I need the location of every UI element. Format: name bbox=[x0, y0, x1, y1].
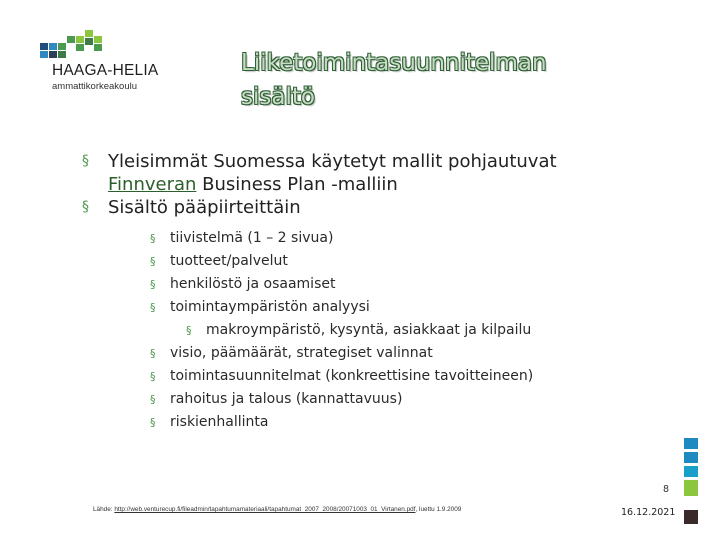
sub-bullet-marker: § bbox=[150, 232, 156, 245]
sub-item-text: tuotteet/palvelut bbox=[170, 253, 288, 269]
sub-item-text: henkilöstö ja osaamiset bbox=[170, 276, 336, 292]
nested-bullet-marker: § bbox=[186, 324, 192, 337]
sub-item-text: toimintasuunnitelmat (konkreettisine tavoitteineen) bbox=[170, 368, 534, 384]
strip-block bbox=[684, 480, 698, 496]
bullet-models-text: Yleisimmät Suomessa käytetyt mallit pohjautuvat bbox=[108, 151, 557, 172]
bullet-contents-text: Sisältö pääpiirteittäin bbox=[108, 197, 301, 218]
sub-bullet-marker: § bbox=[150, 278, 156, 291]
sub-item bbox=[80, 365, 660, 388]
slide-title-line2: sisältö bbox=[241, 84, 315, 110]
sub-bullet-marker: § bbox=[150, 255, 156, 268]
sub-item-text: tiivistelmä (1 – 2 sivua) bbox=[170, 230, 334, 246]
sub-item-text: riskienhallinta bbox=[170, 414, 269, 430]
sub-bullet-marker: § bbox=[150, 301, 156, 314]
logo-mark-icon bbox=[36, 30, 106, 66]
sub-item bbox=[80, 411, 660, 434]
sub-item bbox=[80, 250, 660, 273]
bullet-models bbox=[80, 150, 660, 196]
slide-content bbox=[80, 150, 660, 434]
bullet-marker: § bbox=[82, 153, 89, 169]
nested-item-text: makroympäristö, kysyntä, asiakkaat ja kilpailu bbox=[206, 322, 532, 338]
sub-item-text: visio, päämäärät, strategiset valinnat bbox=[170, 345, 433, 361]
sub-bullet-marker: § bbox=[150, 393, 156, 406]
slide-date: 16.12.2021 bbox=[621, 507, 676, 518]
sub-item bbox=[80, 296, 660, 319]
sub-item bbox=[80, 342, 660, 365]
bullet-models-text-after: Business Plan -malliin bbox=[196, 174, 398, 195]
finnvera-link[interactable]: Finnveran bbox=[108, 174, 197, 195]
strip-block bbox=[684, 452, 698, 463]
strip-block bbox=[684, 510, 698, 524]
strip-block bbox=[684, 466, 698, 477]
slide-title bbox=[241, 46, 661, 114]
sub-bullet-marker: § bbox=[150, 347, 156, 360]
strip-block bbox=[684, 438, 698, 449]
logo-wordmark: HAAGA-HELIA bbox=[52, 62, 159, 79]
sub-item bbox=[80, 273, 660, 296]
sub-item-text: toimintaympäristön analyysi bbox=[170, 299, 370, 315]
strip-block bbox=[684, 499, 698, 507]
source-link[interactable]: http://web.venturecup.fi/fileadmin/tapahtumamateriaali/tapahtumat_2007_2008/20071003_01_Virtanen.pdf bbox=[114, 506, 416, 513]
sub-bullet-marker: § bbox=[150, 370, 156, 383]
sub-item bbox=[80, 227, 660, 250]
bullet-contents bbox=[80, 196, 660, 219]
slide-title-line1: Liiketoimintasuunnitelman bbox=[241, 50, 547, 76]
content-sub-list bbox=[80, 227, 660, 434]
source-suffix: , luettu 1.9.2009 bbox=[415, 506, 462, 513]
sub-item-text: rahoitus ja talous (kannattavuus) bbox=[170, 391, 403, 407]
nested-item bbox=[80, 319, 660, 342]
color-strip bbox=[684, 438, 698, 527]
sub-bullet-marker: § bbox=[150, 416, 156, 429]
bullet-marker: § bbox=[82, 199, 89, 215]
source-footer bbox=[93, 506, 653, 513]
page-number: 8 bbox=[663, 484, 670, 495]
source-label: Lähde: bbox=[93, 506, 115, 513]
logo-tagline: ammattikorkeakoulu bbox=[52, 81, 138, 92]
sub-item bbox=[80, 388, 660, 411]
